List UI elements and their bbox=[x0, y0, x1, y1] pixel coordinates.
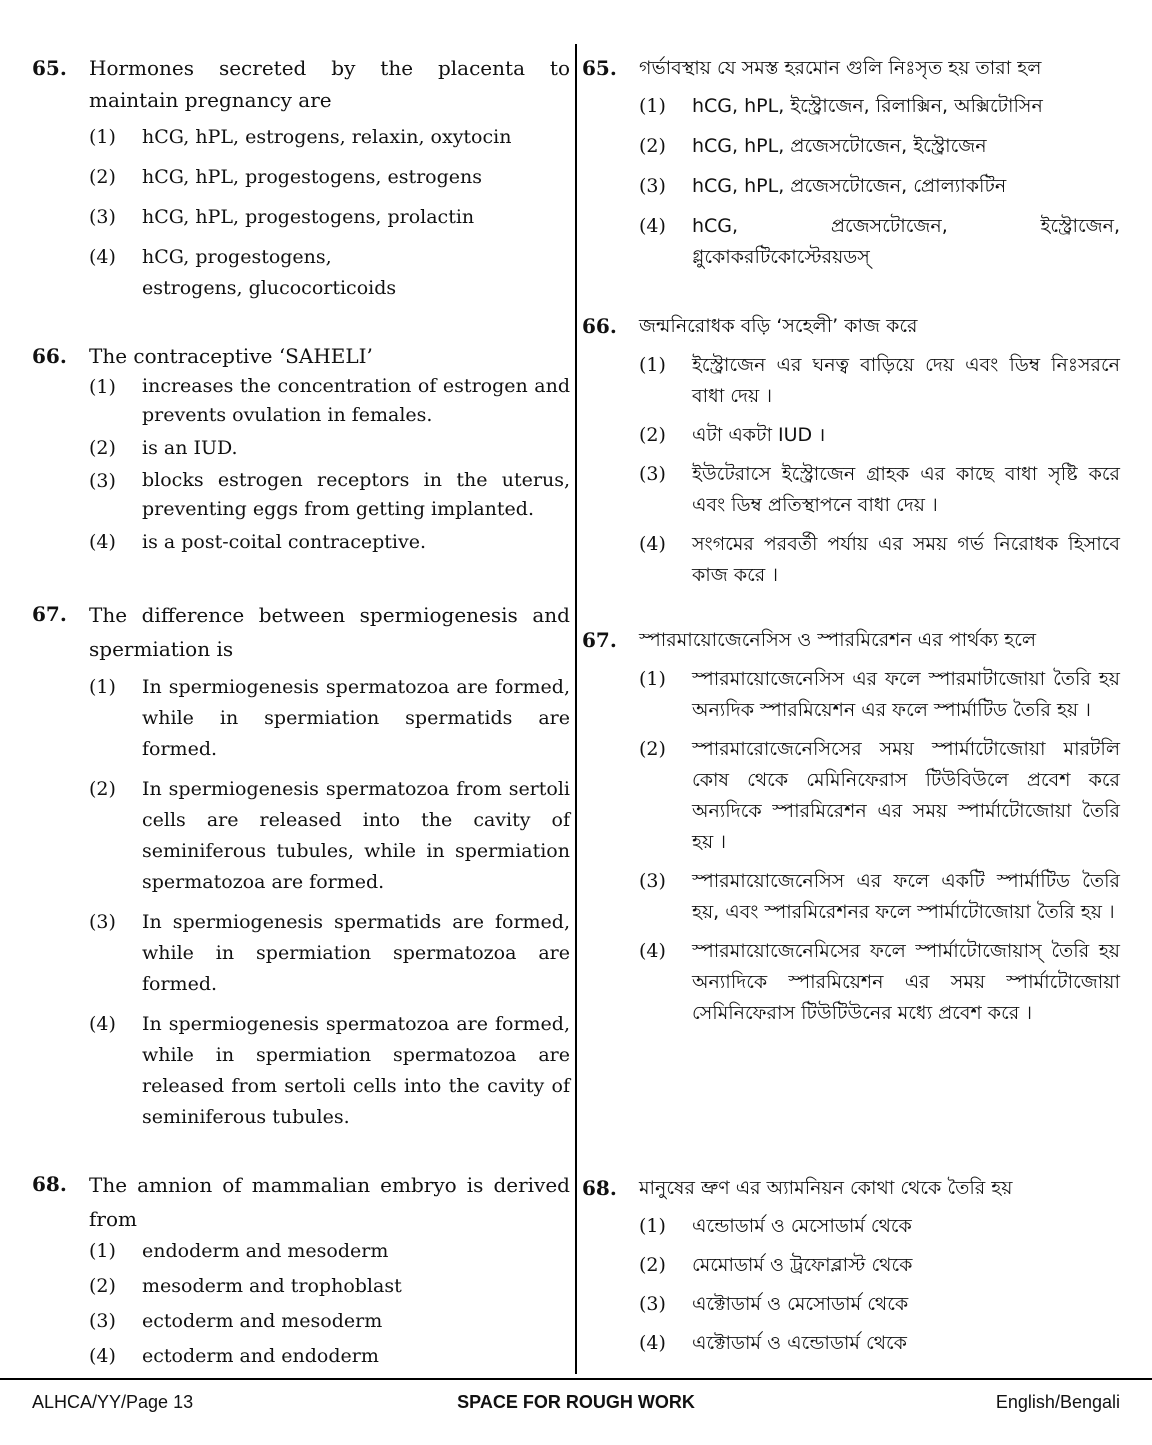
option-text: এটা একটা IUD । bbox=[692, 424, 826, 446]
option-2 bbox=[639, 131, 1120, 162]
question-number: 68. bbox=[32, 1172, 67, 1196]
option-number: (2) bbox=[89, 778, 116, 800]
option-number: (3) bbox=[89, 911, 116, 933]
option-1 bbox=[639, 91, 1120, 122]
option-4 bbox=[639, 1328, 1120, 1359]
option-number: (2) bbox=[89, 1275, 116, 1297]
option-text: hCG, hPL, প্রজেসটোজেন, প্রোল্যাকটিন bbox=[692, 175, 1007, 197]
option-number: (3) bbox=[639, 1293, 666, 1315]
question-text: The difference between spermiogenesis and spermiation is bbox=[89, 603, 570, 661]
option-1 bbox=[89, 1236, 570, 1267]
option-number: (4) bbox=[89, 531, 116, 553]
option-text: mesoderm and trophoblast bbox=[142, 1275, 402, 1297]
option-number: (2) bbox=[89, 166, 116, 188]
question-number: 66. bbox=[582, 314, 617, 338]
option-number: (3) bbox=[639, 870, 666, 892]
option-text: In spermiogenesis spermatozoa are formed, while in spermiation spermatids are formed. bbox=[142, 676, 570, 760]
option-3 bbox=[639, 171, 1120, 202]
option-4 bbox=[89, 527, 570, 558]
question-66-bn bbox=[582, 310, 1120, 591]
option-number: (4) bbox=[639, 215, 666, 237]
option-text: স্পারমায়োজেনেমিসের ফলে স্পার্মাটোজোয়াস্ তৈরি হয় অন্যাদিকে স্পারমিয়েশন এর সময় স্পার্মাটোজোয়া সেমিনিফেরাস টিউটিউনের মধ্যে প্রবেশ করে । bbox=[692, 940, 1120, 1024]
option-1 bbox=[639, 1211, 1120, 1242]
question-number: 67. bbox=[582, 628, 617, 652]
option-number: (2) bbox=[639, 738, 666, 760]
option-number: (4) bbox=[639, 940, 666, 962]
option-number: (3) bbox=[89, 206, 116, 228]
option-text: hCG, hPL, ইস্ট্রোজেন, রিলাক্সিন, অক্সিটোসিন bbox=[692, 95, 1043, 117]
language-label: English/Bengali bbox=[995, 1392, 1120, 1412]
question-number: 68. bbox=[582, 1176, 617, 1200]
option-text: In spermiogenesis spermatozoa from sertoli cells are released into the cavity of seminiferous tubules, while in spermiation spermatozoa are formed. bbox=[142, 778, 570, 893]
question-65-en bbox=[32, 52, 570, 304]
option-number: (2) bbox=[639, 424, 666, 446]
option-text: hCG, hPL, progestogens, prolactin bbox=[142, 206, 475, 228]
question-67-en bbox=[32, 598, 570, 1133]
option-number: (1) bbox=[639, 95, 666, 117]
option-number: (1) bbox=[639, 1215, 666, 1237]
option-number: (1) bbox=[89, 676, 116, 698]
question-number: 67. bbox=[32, 602, 67, 626]
option-3 bbox=[89, 466, 570, 524]
option-text: ইস্ট্রোজেন এর ঘনত্ব বাড়িয়ে দেয় এবং ডিম্ব নিঃসরনে বাধা দেয় । bbox=[692, 354, 1120, 407]
option-3 bbox=[89, 1306, 570, 1337]
question-text: The amnion of mammalian embryo is derived from bbox=[89, 1173, 570, 1231]
option-number: (4) bbox=[639, 1332, 666, 1354]
option-3 bbox=[639, 1289, 1120, 1320]
page-id: ALHCA/YY/Page 13 bbox=[32, 1392, 194, 1412]
option-number: (3) bbox=[639, 175, 666, 197]
question-text: The contraceptive ‘SAHELI’ bbox=[89, 344, 373, 368]
option-text: hCG, progestogens, estrogens, glucocorticoids bbox=[142, 246, 397, 299]
option-text: স্পারমারোজেনেসিসের সময় স্পার্মাটোজোয়া মারটলি কোষ থেকে মেমিনিফেরাস টিউবিউলে প্রবেশ করে অন্যদিকে স্পারমিরেশন এর সময় স্পার্মাটোজোয়া তৈরি হয় । bbox=[692, 738, 1120, 853]
option-2 bbox=[89, 162, 570, 193]
option-text: ectoderm and endoderm bbox=[142, 1345, 379, 1367]
option-4 bbox=[89, 1009, 570, 1133]
question-68-bn bbox=[582, 1172, 1120, 1359]
option-text: hCG, hPL, progestogens, estrogens bbox=[142, 166, 483, 188]
option-text: এন্ডোডার্ম ও মেসোডার্ম থেকে bbox=[692, 1215, 912, 1237]
option-text: is a post-coital contraceptive. bbox=[142, 531, 427, 553]
option-3 bbox=[639, 459, 1120, 521]
option-text: ectoderm and mesoderm bbox=[142, 1310, 383, 1332]
option-number: (3) bbox=[89, 470, 116, 492]
option-number: (2) bbox=[89, 437, 116, 459]
option-number: (3) bbox=[89, 1310, 116, 1332]
option-4 bbox=[89, 1341, 570, 1372]
option-number: (4) bbox=[89, 1345, 116, 1367]
option-number: (4) bbox=[89, 1013, 116, 1035]
option-text: সংগমের পরবর্তী পর্যায় এর সময় গর্ভ নিরোধক হিসাবে কাজ করে । bbox=[692, 533, 1120, 586]
rough-work-label: SPACE FOR ROUGH WORK bbox=[457, 1392, 695, 1412]
option-number: (2) bbox=[639, 1254, 666, 1276]
option-number: (4) bbox=[639, 533, 666, 555]
option-number: (1) bbox=[639, 668, 666, 690]
question-text: জন্মনিরোধক বড়ি ‘সহেলী’ কাজ করে bbox=[639, 315, 918, 337]
option-number: (1) bbox=[89, 126, 116, 148]
option-4 bbox=[639, 936, 1120, 1029]
option-text: ইউটেরাসে ইস্ট্রোজেন গ্রাহক এর কাছে বাধা সৃষ্টি করে এবং ডিম্ব প্রতিস্থাপনে বাধা দেয় । bbox=[692, 463, 1120, 516]
question-text: স্পারমায়োজেনেসিস ও স্পারমিরেশন এর পার্থক্য হলে bbox=[639, 629, 1037, 651]
option-4 bbox=[89, 242, 570, 304]
option-1 bbox=[639, 664, 1120, 726]
question-number: 66. bbox=[32, 344, 67, 368]
option-text: স্পারমায়োজেনেসিস এর ফলে স্পারমাটাজোয়া তৈরি হয় অন্যদিক স্পারমিয়েশন এর ফলে স্পার্মাটিড তৈরি হয় । bbox=[692, 668, 1120, 721]
option-number: (1) bbox=[89, 376, 116, 398]
question-number: 65. bbox=[582, 56, 617, 80]
option-4 bbox=[639, 211, 1120, 273]
question-text: Hormones secreted by the placenta to maintain pregnancy are bbox=[89, 56, 570, 112]
question-68-en bbox=[32, 1168, 570, 1372]
option-number: (2) bbox=[639, 135, 666, 157]
footer-rule bbox=[0, 1378, 1152, 1380]
option-2 bbox=[89, 433, 570, 464]
question-65-bn bbox=[582, 52, 1120, 273]
option-text: এক্টোডার্ম ও এন্ডোডার্ম থেকে bbox=[692, 1332, 907, 1354]
option-number: (1) bbox=[639, 354, 666, 376]
option-text: increases the concentration of estrogen and prevents ovulation in females. bbox=[142, 375, 570, 426]
question-text: মানুষের ভ্রুণ এর অ্যামনিয়ন কোথা থেকে তৈরি হয় bbox=[639, 1177, 1013, 1199]
option-text: hCG, প্রজেসটোজেন, ইস্ট্রোজেন, গ্লুকোকরটিকোস্টেরয়ডস্ bbox=[692, 215, 1120, 268]
option-text: In spermiogenesis spermatids are formed, while in spermiation spermatozoa are formed. bbox=[142, 911, 570, 995]
column-divider bbox=[575, 44, 577, 1374]
option-text: In spermiogenesis spermatozoa are formed, while in spermiation spermatozoa are released from sertoli cells into the cavity of seminiferous tubules. bbox=[142, 1013, 570, 1128]
question-number: 65. bbox=[32, 56, 67, 80]
option-text: is an IUD. bbox=[142, 437, 238, 459]
option-3 bbox=[89, 907, 570, 1000]
option-3 bbox=[639, 866, 1120, 928]
option-2 bbox=[89, 774, 570, 898]
option-text: endoderm and mesoderm bbox=[142, 1240, 389, 1262]
question-text: গর্ভাবস্থায় যে সমস্ত হরমোন গুলি নিঃসৃত হয় তারা হল bbox=[639, 57, 1042, 79]
question-67-bn bbox=[582, 624, 1120, 1029]
option-3 bbox=[89, 202, 570, 233]
question-66-en bbox=[32, 340, 570, 558]
option-2 bbox=[639, 1250, 1120, 1281]
option-1 bbox=[639, 350, 1120, 412]
option-text: hCG, hPL, প্রজেসটোজেন, ইস্ট্রোজেন bbox=[692, 135, 987, 157]
option-text: blocks estrogen receptors in the uterus, preventing eggs from getting implanted. bbox=[142, 469, 570, 520]
option-2 bbox=[639, 734, 1120, 858]
option-number: (1) bbox=[89, 1240, 116, 1262]
option-text: hCG, hPL, estrogens, relaxin, oxytocin bbox=[142, 126, 512, 148]
option-1 bbox=[89, 122, 570, 153]
option-1 bbox=[89, 372, 570, 430]
option-4 bbox=[639, 529, 1120, 591]
option-text: এক্টোডার্ম ও মেসোডার্ম থেকে bbox=[692, 1293, 909, 1315]
option-text: স্পারমায়োজেনেসিস এর ফলে একটি স্পার্মাটিড তৈরি হয়, এবং স্পারমিরেশনর ফলে স্পার্মাটোজোয়া তৈরি হয় । bbox=[692, 870, 1120, 923]
option-number: (4) bbox=[89, 246, 116, 268]
option-1 bbox=[89, 672, 570, 765]
option-text: মেমোডার্ম ও ট্রফোব্লাস্ট থেকে bbox=[692, 1254, 913, 1276]
option-2 bbox=[89, 1271, 570, 1302]
option-number: (3) bbox=[639, 463, 666, 485]
option-2 bbox=[639, 420, 1120, 451]
